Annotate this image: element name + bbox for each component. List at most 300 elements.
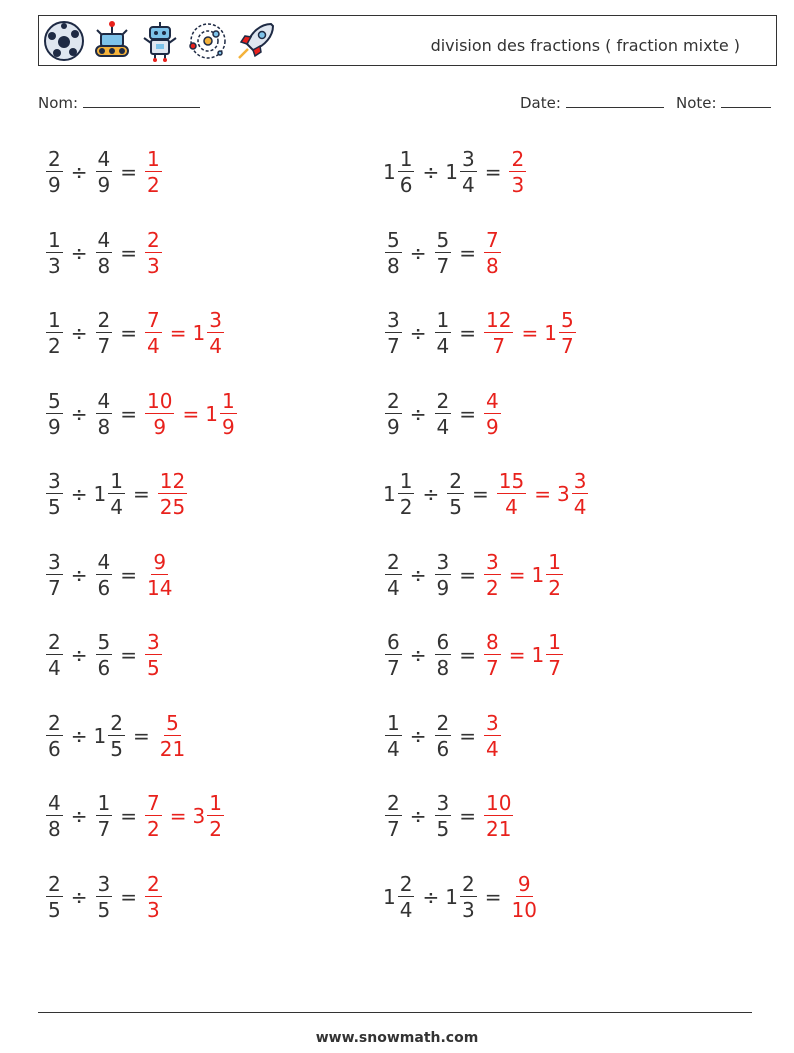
divisor-fraction: [435, 793, 452, 839]
dividend-numerator: 2: [387, 549, 400, 574]
answer-denominator: 2: [486, 575, 499, 600]
equals-sign: =: [459, 240, 476, 265]
robot-rover-icon: [91, 20, 133, 62]
divisor-denominator: 5: [97, 897, 111, 922]
divisor-denominator: 7: [97, 817, 111, 841]
note-line: [721, 93, 771, 108]
answer: [143, 227, 164, 278]
dividend-denominator: 8: [48, 817, 61, 841]
dividend-fraction: [46, 310, 63, 356]
date-field: [520, 93, 664, 112]
divisor-whole: 1: [93, 482, 107, 506]
divisor-fraction: [435, 549, 452, 600]
answer-numerator: 12: [486, 308, 512, 332]
answer-fraction: [145, 388, 174, 439]
problem-3: [44, 223, 164, 283]
dividend-fraction: [46, 793, 63, 839]
divisor-fraction: [96, 227, 113, 278]
dividend-fraction: [385, 793, 402, 839]
dividend-denominator: 2: [48, 334, 61, 358]
divide-sign: ÷: [70, 240, 88, 265]
answer-fraction: [509, 149, 526, 195]
dividend-numerator: 2: [399, 871, 413, 896]
answer-fraction: [484, 388, 501, 439]
divisor-fraction: [96, 632, 113, 678]
mixed-answer-whole: 1: [531, 643, 545, 667]
dividend-fraction: [385, 388, 402, 439]
answer: [143, 310, 226, 356]
dividend-denominator: 4: [48, 656, 61, 680]
dividend-denominator: 5: [48, 897, 61, 922]
divide-sign: ÷: [409, 804, 427, 828]
divide-sign: ÷: [409, 562, 427, 587]
divisor-fraction: [460, 149, 477, 195]
problem-18: [383, 786, 515, 846]
dividend-numerator: 2: [48, 630, 61, 654]
divisor-numerator: 1: [97, 791, 111, 815]
problem-17: [44, 786, 226, 846]
answer-fraction: [497, 471, 526, 517]
divisor-fraction: [435, 710, 452, 761]
divide-sign: ÷: [409, 643, 427, 667]
dividend-numerator: 1: [48, 227, 61, 252]
dividend-fraction: [385, 710, 402, 761]
dividend-fraction: [46, 632, 63, 678]
problem-16: [383, 706, 503, 766]
problem-9: [44, 464, 189, 524]
dividend-whole: 1: [383, 884, 396, 909]
divisor-denominator: 6: [436, 736, 450, 761]
problem-14: [383, 625, 565, 685]
answer-denominator: 4: [486, 736, 499, 761]
answer-numerator: 8: [486, 630, 499, 654]
answer-denominator: 8: [486, 253, 499, 278]
divide-sign: ÷: [70, 643, 88, 667]
dividend-denominator: 7: [48, 575, 61, 600]
divisor-denominator: 7: [97, 334, 111, 358]
mixed-answer-fraction: [207, 793, 224, 839]
divisor-denominator: 7: [436, 253, 450, 278]
answer: [482, 388, 503, 439]
equals-sign: =: [120, 401, 137, 426]
mixed-answer-fraction: [559, 310, 576, 356]
divisor-denominator: 4: [461, 173, 475, 197]
answer-fraction: [145, 793, 162, 839]
mixed-answer-fraction: [546, 632, 563, 678]
equals-sign: =: [120, 884, 137, 909]
divisor-denominator: 6: [97, 656, 111, 680]
divisor-numerator: 5: [97, 630, 111, 654]
divisor-fraction: [447, 471, 464, 517]
dividend-fraction: [398, 471, 415, 517]
answer: [143, 388, 239, 439]
divisor-numerator: 1: [110, 469, 123, 493]
mixed-answer-fraction: [572, 471, 589, 517]
answer-equals-sign: =: [508, 562, 526, 587]
dividend-numerator: 3: [387, 308, 400, 332]
divisor-fraction: [96, 388, 113, 439]
dividend-fraction: [398, 149, 415, 195]
divisor-denominator: 4: [436, 414, 450, 439]
divisor-numerator: 2: [436, 388, 450, 413]
divisor-whole: 1: [445, 884, 458, 909]
problem-12: [383, 545, 565, 605]
problem-8: [383, 384, 503, 444]
answer-numerator: 5: [166, 710, 179, 735]
equals-sign: =: [459, 401, 476, 426]
answer-numerator: 10: [147, 388, 173, 413]
dividend-denominator: 5: [48, 495, 61, 519]
answer-numerator: 7: [147, 308, 160, 332]
note-label: Note:: [676, 94, 717, 112]
dividend-fraction: [385, 227, 402, 278]
divide-sign: ÷: [70, 562, 88, 587]
mixed-answer-numerator: 1: [548, 549, 561, 574]
dividend-fraction: [398, 871, 415, 922]
dividend-fraction: [385, 310, 402, 356]
problem-11: [44, 545, 176, 605]
answer-numerator: 2: [147, 871, 160, 896]
divisor-denominator: 8: [436, 656, 450, 680]
divisor-numerator: 4: [97, 388, 111, 413]
divisor-denominator: 9: [97, 173, 111, 197]
problem-10: [383, 464, 590, 524]
divide-sign: ÷: [70, 401, 88, 426]
footer-site: www.snowmath.com: [315, 1030, 479, 1046]
mixed-answer-whole: 1: [544, 321, 557, 345]
divisor-fraction: [435, 227, 452, 278]
dividend-denominator: 7: [387, 656, 400, 680]
answer: [156, 710, 189, 761]
answer: [507, 871, 540, 922]
equals-sign: =: [120, 804, 137, 828]
divide-sign: ÷: [409, 240, 427, 265]
answer-numerator: 2: [511, 147, 525, 171]
date-label: Date:: [520, 94, 561, 112]
dividend-denominator: 7: [387, 817, 400, 841]
divisor-numerator: 4: [97, 549, 111, 574]
equals-sign: =: [459, 723, 476, 748]
answer-fraction: [509, 871, 538, 922]
dividend-denominator: 4: [387, 575, 400, 600]
header-icons: [43, 20, 277, 62]
answer-fraction: [145, 632, 162, 678]
problem-2: [383, 142, 528, 202]
dividend-denominator: 4: [387, 736, 400, 761]
answer-fraction: [145, 149, 162, 195]
name-field: [38, 93, 200, 112]
answer-denominator: 2: [147, 173, 160, 197]
equals-sign: =: [471, 482, 489, 506]
answer: [482, 227, 503, 278]
divisor-fraction: [108, 710, 125, 761]
answer-numerator: 10: [486, 791, 512, 815]
mixed-answer-denominator: 4: [573, 495, 587, 519]
answer: [143, 549, 176, 600]
problem-20: [383, 867, 541, 927]
divide-sign: ÷: [422, 160, 440, 184]
dividend-denominator: 9: [48, 414, 61, 439]
dividend-whole: 1: [383, 482, 396, 506]
answer-equals-sign: =: [182, 401, 200, 426]
answer: [482, 310, 578, 356]
dividend-fraction: [46, 710, 63, 761]
divisor-numerator: 2: [436, 710, 450, 735]
answer: [156, 471, 189, 517]
date-line: [566, 93, 664, 108]
divide-sign: ÷: [409, 401, 427, 426]
solar-system-icon: [187, 20, 229, 62]
equals-sign: =: [132, 723, 150, 748]
answer: [143, 632, 164, 678]
mixed-answer-whole: 1: [205, 401, 218, 426]
answer-numerator: 9: [153, 549, 167, 574]
answer-denominator: 21: [486, 817, 512, 841]
divisor-denominator: 5: [436, 817, 450, 841]
divisor-denominator: 8: [97, 253, 111, 278]
note-field: [676, 93, 771, 112]
divisor-fraction: [96, 549, 113, 600]
divisor-numerator: 1: [436, 308, 450, 332]
divide-sign: ÷: [422, 884, 440, 909]
equals-sign: =: [120, 321, 137, 345]
answer-fraction: [484, 793, 513, 839]
mixed-answer-fraction: [546, 549, 563, 600]
equals-sign: =: [120, 643, 137, 667]
answer: [143, 793, 226, 839]
answer-equals-sign: =: [534, 482, 551, 506]
mixed-answer-fraction: [207, 310, 224, 356]
answer-fraction: [484, 710, 501, 761]
dividend-fraction: [46, 149, 63, 195]
divisor-numerator: 4: [97, 227, 111, 252]
dividend-numerator: 2: [387, 388, 400, 413]
answer-fraction: [484, 549, 501, 600]
answer-denominator: 14: [147, 575, 173, 600]
dividend-denominator: 3: [48, 253, 61, 278]
mixed-answer-whole: 1: [531, 562, 545, 587]
mixed-answer-numerator: 1: [221, 388, 235, 413]
answer-fraction: [158, 471, 187, 517]
mixed-answer-denominator: 7: [548, 656, 561, 680]
divisor-fraction: [460, 871, 477, 922]
answer-numerator: 12: [159, 469, 186, 493]
answer-denominator: 10: [511, 897, 537, 922]
answer-denominator: 5: [147, 656, 160, 680]
problem-15: [44, 706, 189, 766]
answer-denominator: 9: [153, 414, 167, 439]
mixed-answer-whole: 3: [192, 804, 206, 828]
divisor-denominator: 4: [110, 495, 123, 519]
answer: [143, 871, 164, 922]
dividend-fraction: [46, 388, 63, 439]
answer-fraction: [145, 227, 162, 278]
divide-sign: ÷: [409, 321, 427, 345]
equals-sign: =: [484, 884, 502, 909]
answer-fraction: [484, 227, 501, 278]
answer: [482, 549, 565, 600]
answer-denominator: 4: [147, 334, 160, 358]
dividend-denominator: 6: [48, 736, 61, 761]
answer-fraction: [484, 310, 513, 356]
divisor-denominator: 5: [449, 495, 462, 519]
divisor-numerator: 2: [449, 469, 462, 493]
answer-equals-sign: =: [521, 321, 539, 345]
divide-sign: ÷: [70, 321, 88, 345]
answer: [507, 149, 528, 195]
equals-sign: =: [459, 321, 476, 345]
dividend-numerator: 2: [48, 710, 61, 735]
problem-4: [383, 223, 503, 283]
mixed-answer-whole: 1: [192, 321, 206, 345]
divide-sign: ÷: [409, 723, 427, 748]
dividend-numerator: 2: [48, 147, 61, 171]
dividend-denominator: 9: [387, 414, 400, 439]
divide-sign: ÷: [70, 884, 88, 909]
equals-sign: =: [484, 160, 502, 184]
dividend-fraction: [46, 471, 63, 517]
answer: [482, 632, 565, 678]
answer-fraction: [145, 871, 162, 922]
answer-denominator: 7: [492, 334, 506, 358]
dividend-numerator: 3: [48, 549, 61, 574]
answer-numerator: 3: [486, 710, 499, 735]
divisor-denominator: 3: [461, 897, 475, 922]
divisor-whole: 1: [93, 723, 107, 748]
answer-denominator: 3: [147, 897, 160, 922]
dividend-whole: 1: [383, 160, 396, 184]
dividend-fraction: [46, 227, 63, 278]
problem-6: [383, 303, 578, 363]
dividend-numerator: 1: [399, 147, 413, 171]
divisor-fraction: [96, 871, 113, 922]
dividend-numerator: 5: [387, 227, 400, 252]
answer-numerator: 7: [147, 791, 160, 815]
answer-numerator: 4: [486, 388, 499, 413]
mixed-answer-numerator: 1: [209, 791, 222, 815]
footer-divider: [38, 1012, 752, 1013]
divisor-fraction: [108, 471, 125, 517]
mixed-answer-numerator: 3: [573, 469, 587, 493]
answer-denominator: 21: [159, 736, 186, 761]
mixed-answer-denominator: 2: [548, 575, 561, 600]
divisor-numerator: 3: [97, 871, 111, 896]
mixed-answer-whole: 3: [556, 482, 570, 506]
divisor-denominator: 8: [97, 414, 111, 439]
mixed-answer-numerator: 3: [209, 308, 222, 332]
answer-numerator: 15: [498, 469, 525, 493]
answer-denominator: 2: [147, 817, 160, 841]
answer: [495, 471, 591, 517]
mixed-answer-numerator: 5: [560, 308, 574, 332]
equals-sign: =: [459, 804, 476, 828]
answer-denominator: 3: [511, 173, 525, 197]
dividend-denominator: 7: [387, 334, 400, 358]
rocket-icon: [235, 20, 277, 62]
problem-5: [44, 303, 226, 363]
divide-sign: ÷: [70, 160, 88, 184]
answer-numerator: 3: [147, 630, 160, 654]
dividend-fraction: [46, 871, 63, 922]
answer-numerator: 3: [486, 549, 499, 574]
divisor-numerator: 5: [436, 227, 450, 252]
problem-1: [44, 142, 164, 202]
mixed-answer-denominator: 9: [221, 414, 235, 439]
answer-denominator: 3: [147, 253, 160, 278]
name-label: Nom:: [38, 94, 79, 112]
dividend-denominator: 6: [399, 173, 413, 197]
answer-equals-sign: =: [169, 804, 187, 828]
equals-sign: =: [132, 482, 150, 506]
answer-numerator: 1: [147, 147, 160, 171]
equals-sign: =: [459, 562, 476, 587]
dividend-numerator: 5: [48, 388, 61, 413]
dividend-fraction: [46, 549, 63, 600]
divide-sign: ÷: [70, 723, 88, 748]
answer-denominator: 9: [486, 414, 499, 439]
dividend-numerator: 1: [48, 308, 61, 332]
divisor-denominator: 9: [436, 575, 450, 600]
answer-denominator: 25: [159, 495, 186, 519]
dividend-fraction: [385, 549, 402, 600]
divisor-fraction: [96, 310, 113, 356]
mixed-answer-numerator: 1: [548, 630, 561, 654]
mixed-answer-denominator: 2: [209, 817, 222, 841]
divisor-numerator: 4: [97, 147, 111, 171]
dividend-numerator: 2: [48, 871, 61, 896]
mixed-answer-denominator: 4: [209, 334, 222, 358]
dividend-numerator: 1: [399, 469, 413, 493]
equals-sign: =: [120, 562, 137, 587]
dividend-numerator: 4: [48, 791, 61, 815]
divisor-numerator: 3: [436, 791, 450, 815]
divisor-numerator: 2: [110, 710, 123, 735]
dividend-denominator: 2: [399, 495, 413, 519]
divisor-fraction: [96, 793, 113, 839]
divisor-denominator: 6: [97, 575, 111, 600]
divisor-denominator: 4: [436, 334, 450, 358]
answer-fraction: [484, 632, 501, 678]
divisor-denominator: 5: [110, 736, 123, 761]
dividend-denominator: 8: [387, 253, 400, 278]
dividend-numerator: 1: [387, 710, 400, 735]
problem-19: [44, 867, 164, 927]
answer: [482, 793, 515, 839]
answer-numerator: 2: [147, 227, 160, 252]
dividend-numerator: 2: [387, 791, 400, 815]
answer-equals-sign: =: [508, 643, 526, 667]
dividend-denominator: 4: [399, 897, 413, 922]
dividend-numerator: 6: [387, 630, 400, 654]
equals-sign: =: [120, 240, 137, 265]
problem-7: [44, 384, 239, 444]
divisor-fraction: [435, 388, 452, 439]
mixed-answer-denominator: 7: [560, 334, 574, 358]
divisor-numerator: 6: [436, 630, 450, 654]
dividend-denominator: 9: [48, 173, 61, 197]
divisor-numerator: 2: [97, 308, 111, 332]
divisor-numerator: 3: [436, 549, 450, 574]
divisor-whole: 1: [445, 160, 458, 184]
answer: [143, 149, 164, 195]
divisor-fraction: [96, 149, 113, 195]
divisor-fraction: [435, 632, 452, 678]
robot-icon: [139, 20, 181, 62]
divisor-numerator: 3: [461, 147, 475, 171]
name-line: [83, 93, 200, 108]
answer-numerator: 9: [517, 871, 531, 896]
equals-sign: =: [120, 160, 137, 184]
